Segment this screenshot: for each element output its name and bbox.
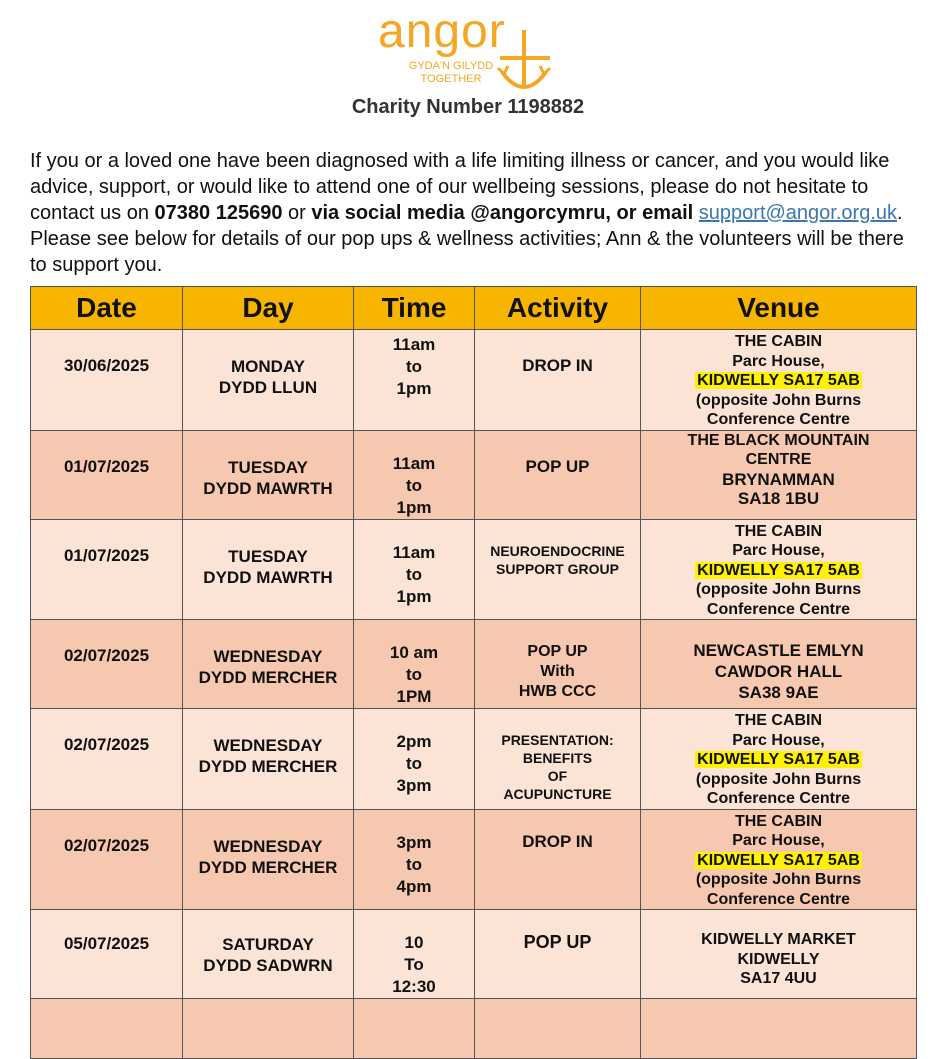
- table-row: [31, 430, 917, 519]
- venue-line: Conference Centre: [706, 411, 851, 428]
- day-welsh: DYDD MERCHER: [198, 857, 338, 877]
- venue-highlighted-address: KIDWELLY SA17 5AB: [697, 751, 860, 768]
- venue-cell: [641, 330, 917, 431]
- day-welsh: DYDD MERCHER: [198, 668, 338, 687]
- time-end: 12:30: [392, 977, 436, 996]
- header-time: Time: [354, 287, 475, 330]
- venue-line: (opposite John Burns: [695, 581, 862, 598]
- time-to: to: [405, 564, 423, 584]
- venue-cell: [641, 709, 917, 810]
- time-start: 11am: [392, 453, 436, 473]
- activity-cell: [475, 910, 641, 999]
- time-start: 11am: [392, 335, 436, 354]
- day-welsh: DYDD MAWRTH: [203, 567, 333, 587]
- day-english: WEDNESDAY: [213, 836, 323, 856]
- logo-tagline-english: TOGETHER: [420, 73, 482, 85]
- time-end: 1PM: [396, 687, 432, 706]
- time-to: To: [404, 955, 424, 974]
- day-english: SATURDAY: [222, 935, 314, 954]
- venue-line: (opposite John Burns: [695, 770, 862, 788]
- time-end: 4pm: [396, 876, 432, 896]
- venue-line: BRYNAMMAN: [722, 469, 835, 489]
- venue-highlighted-address: KIDWELLY SA17 5AB: [697, 561, 860, 579]
- day-cell: [183, 910, 354, 999]
- venue-line: SA17 4UU: [740, 970, 817, 987]
- day-cell: [183, 430, 354, 519]
- email-link[interactable]: support@angor.org.uk: [698, 202, 897, 224]
- time-start: 10: [404, 933, 424, 952]
- logo-tagline-welsh: GYDA'N GILYDD: [408, 60, 494, 72]
- venue-line: SA38 9AE: [738, 683, 819, 702]
- time-cell: [354, 330, 475, 431]
- time-to: to: [405, 854, 423, 874]
- venue-line: THE CABIN: [734, 522, 823, 540]
- time-cell: [354, 519, 475, 620]
- date-cell: 30/06/2025: [31, 330, 183, 431]
- time-to: to: [405, 754, 423, 773]
- time-end: 1pm: [396, 379, 432, 398]
- venue-line: Conference Centre: [706, 890, 851, 908]
- venue-cell: [641, 910, 917, 999]
- day-english: MONDAY: [231, 357, 305, 376]
- venue-highlighted-address: KIDWELLY SA17 5AB: [697, 372, 860, 389]
- activity-cell: [475, 519, 641, 620]
- time-cell: [354, 910, 475, 999]
- intro-text-4: . Please see below for details of our pop ups & wellness activities; Ann & the volunteers will be there to support you.: [30, 202, 904, 276]
- header-day: Day: [183, 287, 354, 330]
- intro-text-2: or: [282, 202, 312, 224]
- venue-line: SA18 1BU: [737, 489, 820, 508]
- date-cell: 02/07/2025: [31, 809, 183, 910]
- day-welsh: DYDD MERCHER: [198, 757, 338, 776]
- table-row-empty: [31, 999, 917, 1059]
- activity-line: PRESENTATION:: [501, 732, 614, 748]
- table-row: [31, 910, 917, 999]
- activity-cell: [475, 330, 641, 431]
- venue-line: Conference Centre: [706, 600, 851, 618]
- charity-number: Charity Number 1198882: [351, 96, 585, 118]
- venue-cell: [641, 430, 917, 519]
- time-start: 11am: [392, 542, 436, 562]
- day-english: WEDNESDAY: [213, 736, 323, 755]
- empty-cell: [641, 999, 917, 1059]
- activity-line: ACUPUNCTURE: [503, 786, 612, 802]
- venue-cell: [641, 809, 917, 910]
- day-english: TUESDAY: [228, 457, 308, 477]
- day-cell: [183, 809, 354, 910]
- activity-line: POP UP: [527, 643, 588, 660]
- empty-cell: [183, 999, 354, 1059]
- social-media-text: via social media @angorcymru, or email: [311, 202, 694, 224]
- time-start: 2pm: [396, 732, 432, 751]
- header-venue: Venue: [641, 287, 917, 330]
- venue-line: Parc House,: [732, 352, 825, 370]
- day-english: TUESDAY: [228, 546, 308, 566]
- empty-cell: [31, 999, 183, 1059]
- venue-line: CAWDOR HALL: [714, 662, 843, 681]
- activity-cell: [475, 620, 641, 709]
- angor-logo: [372, 5, 552, 94]
- activity-line: POP UP: [523, 932, 592, 952]
- table-header-row: [31, 287, 917, 330]
- table-row: [31, 620, 917, 709]
- venue-line: NEWCASTLE EMLYN: [693, 641, 864, 660]
- time-start: 3pm: [396, 832, 432, 852]
- date-cell: 02/07/2025: [31, 709, 183, 810]
- venue-line: Parc House,: [732, 542, 825, 559]
- date-cell: 02/07/2025: [31, 620, 183, 709]
- activity-line: DROP IN: [522, 831, 593, 851]
- activity-cell: [475, 809, 641, 910]
- venue-line: THE CABIN: [734, 812, 823, 830]
- table-row: [31, 709, 917, 810]
- table-row: [31, 330, 917, 431]
- activity-line: DROP IN: [522, 356, 593, 375]
- day-welsh: DYDD SADWRN: [203, 956, 333, 975]
- time-start: 10 am: [389, 643, 439, 662]
- date-cell: 01/07/2025: [31, 519, 183, 620]
- venue-line: KIDWELLY: [737, 950, 820, 968]
- time-cell: [354, 430, 475, 519]
- time-cell: [354, 709, 475, 810]
- empty-cell: [354, 999, 475, 1059]
- time-end: 1pm: [396, 586, 432, 606]
- venue-line: Parc House,: [732, 832, 825, 849]
- venue-line: THE CABIN: [734, 712, 823, 729]
- day-english: WEDNESDAY: [213, 647, 323, 666]
- date-cell: 01/07/2025: [31, 430, 183, 519]
- time-end: 1pm: [396, 497, 432, 517]
- time-to: to: [405, 665, 423, 684]
- activity-line: With: [540, 663, 575, 680]
- header-date: Date: [31, 287, 183, 330]
- activity-cell: [475, 709, 641, 810]
- activity-line: OF: [547, 768, 568, 784]
- date-cell: 05/07/2025: [31, 910, 183, 999]
- venue-line: (opposite John Burns: [695, 391, 862, 409]
- activity-line: NEUROENDOCRINE: [490, 542, 625, 559]
- schedule-table: [30, 286, 917, 1059]
- venue-line: Parc House,: [732, 731, 825, 749]
- day-cell: [183, 330, 354, 431]
- venue-line: KIDWELLY MARKET: [701, 931, 856, 948]
- venue-line: Conference Centre: [706, 790, 851, 807]
- venue-cell: [641, 620, 917, 709]
- day-cell: [183, 709, 354, 810]
- day-welsh: DYDD LLUN: [218, 378, 318, 397]
- table-row: [31, 519, 917, 620]
- time-cell: [354, 809, 475, 910]
- intro-text-1: If you or a loved one have been diagnosed with a life limiting illness or cancer, and you would like advice, support, or would like to attend one of our wellbeing sessions, please do not hesitate to contact us on: [30, 150, 890, 224]
- venue-cell: [641, 519, 917, 620]
- day-cell: [183, 519, 354, 620]
- activity-line: SUPPORT GROUP: [496, 560, 619, 577]
- table-row: [31, 809, 917, 910]
- venue-line: THE BLACK MOUNTAIN: [687, 431, 870, 449]
- time-to: to: [405, 357, 423, 376]
- activity-line: HWB CCC: [518, 683, 597, 700]
- venue-line: (opposite John Burns: [695, 871, 862, 888]
- venue-line: THE CABIN: [734, 333, 823, 350]
- time-end: 3pm: [396, 776, 432, 795]
- time-cell: [354, 620, 475, 709]
- header-activity: Activity: [475, 287, 641, 330]
- day-welsh: DYDD MAWRTH: [203, 478, 333, 498]
- activity-cell: [475, 430, 641, 519]
- activity-line: POP UP: [525, 456, 590, 476]
- venue-line: CENTRE: [745, 451, 812, 468]
- time-to: to: [405, 475, 423, 495]
- empty-cell: [475, 999, 641, 1059]
- logo-wordmark: angor: [378, 5, 506, 58]
- phone-number: 07380 125690: [154, 202, 283, 224]
- intro-paragraph: [30, 148, 910, 278]
- activity-line: BENEFITS: [522, 750, 593, 766]
- day-cell: [183, 620, 354, 709]
- venue-highlighted-address: KIDWELLY SA17 5AB: [697, 851, 860, 869]
